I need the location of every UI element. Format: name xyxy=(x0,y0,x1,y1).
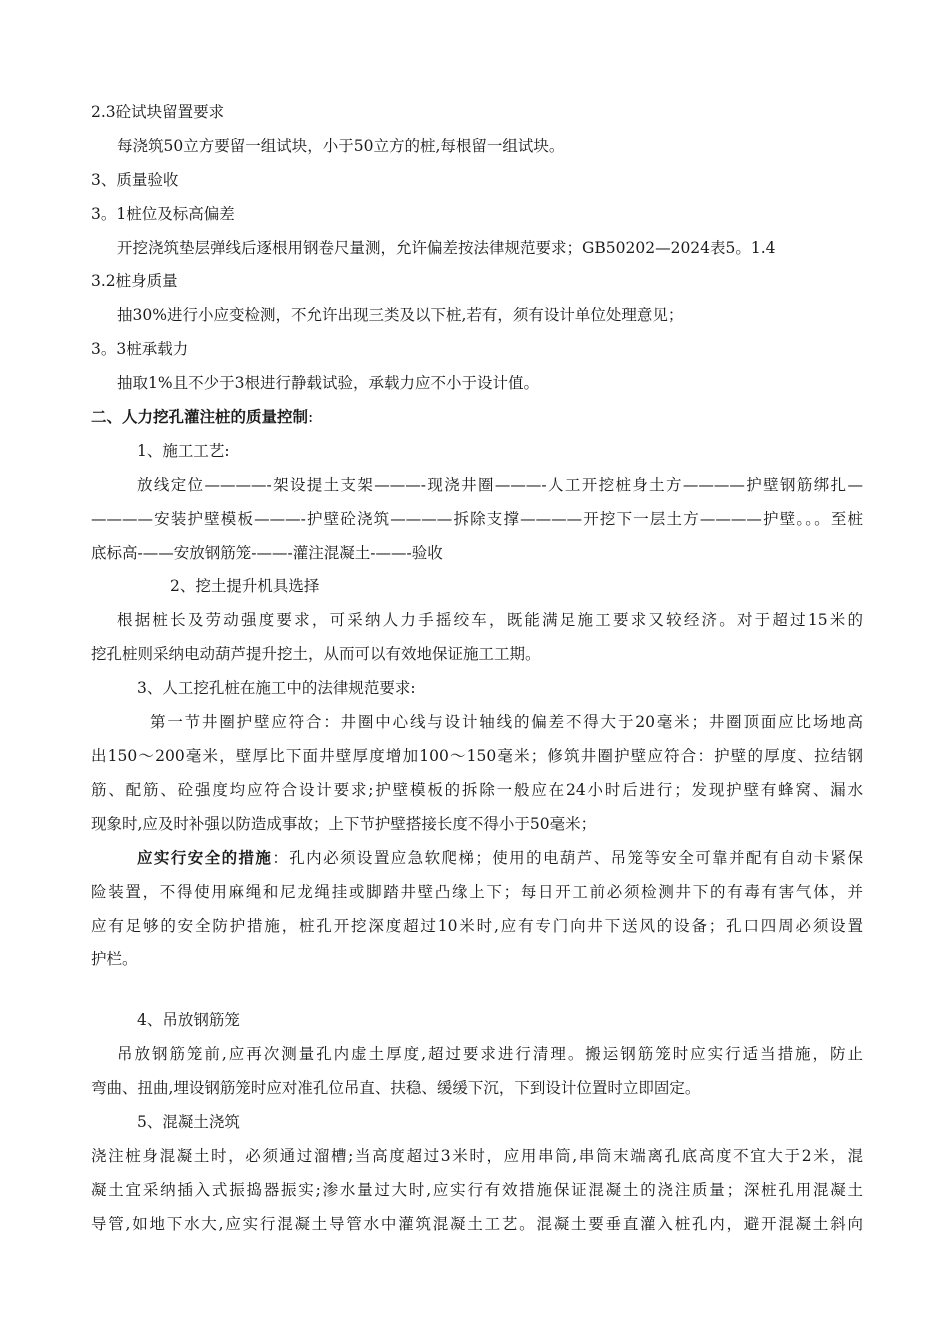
paragraph-line: 险装置，不得使用麻绳和尼龙绳挂或脚踏井壁凸缘上下；每日开工前必须检测井下的有毒有害气体，并 xyxy=(91,883,863,901)
heading-3: 3、质量验收 xyxy=(91,171,179,189)
paragraph-line: 凝土宜采纳插入式振捣器振实;渗水量过大时,应实行有效措施保证混凝土的浇注质量；深桩孔用混凝土 xyxy=(91,1181,863,1199)
paragraph-line: 现象时,应及时补强以防造成事故；上下节护壁搭接长度不得小于50毫米； xyxy=(91,815,597,833)
paragraph-line: 筋、配筋、砼强度均应符合设计要求;护壁模板的拆除一般应在24小时后进行；发现护壁有蜂窝、漏水 xyxy=(91,781,863,799)
process-flow-line: ————安装护壁模板———-护壁砼浇筑————拆除支撑————开挖下一层土方————护壁。。。至桩 xyxy=(91,510,863,528)
paragraph-line: 根据桩长及劳动强度要求，可采纳人力手摇绞车，既能满足施工要求又较经济。对于超过15米的 xyxy=(117,611,863,629)
paragraph-line: 导管,如地下水大,应实行混凝土导管水中灌筑混凝土工艺。混凝土要垂直灌入桩孔内，避开混凝土斜向 xyxy=(91,1215,863,1233)
paragraph-line: 开挖浇筑垫层弹线后逐根用钢卷尺量测，允许偏差按法律规范要求；GB50202—2024表5。1.4 xyxy=(117,239,776,257)
heading-3-3: 3。3桩承载力 xyxy=(91,340,189,358)
section-heading-colon: : xyxy=(308,408,314,426)
safety-measures-label: 应实行安全的措施 xyxy=(137,848,273,867)
subheading-5: 5、混凝土浇筑 xyxy=(137,1113,240,1131)
safety-measures-line xyxy=(137,846,863,870)
section-heading-text: 二、人力挖孔灌注桩的质量控制 xyxy=(91,407,309,426)
process-flow-line: 放线定位————-架设提土支架———-现浇井圈———-人工开挖桩身土方————护壁钢筋绑扎— xyxy=(137,476,863,494)
paragraph-line: 弯曲、扭曲,埋设钢筋笼时应对准孔位吊直、扶稳、缓缓下沉，下到设计位置时立即固定。 xyxy=(91,1079,701,1097)
paragraph-line: 应有足够的安全防护措施，桩孔开挖深度超过10米时,应有专门向井下送风的设备；孔口四周必须设置 xyxy=(91,917,863,935)
subheading-3: 3、人工挖孔桩在施工中的法律规范要求: xyxy=(137,679,416,697)
section-heading-2 xyxy=(91,405,863,429)
paragraph-line: 抽取1%且不少于3根进行静载试验，承载力应不小于设计值。 xyxy=(117,374,539,392)
safety-measures-text: ：孔内必须设置应急软爬梯；使用的电葫芦、吊笼等安全可靠并配有自动卡紧保 xyxy=(272,849,863,867)
paragraph-line: 抽30%进行小应变检测，不允许出现三类及以下桩,若有，须有设计单位处理意见； xyxy=(117,306,684,324)
paragraph-line: 第一节井圈护壁应符合：井圈中心线与设计轴线的偏差不得大于20毫米；井圈顶面应比场地高 xyxy=(150,713,863,731)
subheading-1: 1、施工工艺: xyxy=(137,442,230,460)
paragraph-line: 出150～200毫米，壁厚比下面井壁厚度增加100～150毫米；修筑井圈护壁应符合：护壁的厚度、拉结钢 xyxy=(91,747,863,765)
process-flow-line: 底标高-——安放钢筋笼-——-灌注混凝土-——-验收 xyxy=(91,544,443,562)
paragraph-line: 护栏。 xyxy=(91,950,138,968)
heading-3-1: 3。1桩位及标高偏差 xyxy=(91,205,235,223)
heading-3-2: 3.2桩身质量 xyxy=(91,272,178,290)
paragraph-line: 每浇筑50立方要留一组试块，小于50立方的桩,每根留一组试块。 xyxy=(117,137,565,155)
subheading-2: 2、挖土提升机具选择 xyxy=(170,577,320,595)
paragraph-line: 挖孔桩则采纳电动葫芦提升挖土，从而可以有效地保证施工工期。 xyxy=(91,645,541,663)
subheading-4: 4、吊放钢筋笼 xyxy=(137,1011,240,1029)
heading-2-3: 2.3砼试块留置要求 xyxy=(91,103,225,121)
paragraph-line: 吊放钢筋笼前,应再次测量孔内虚土厚度,超过要求进行清理。搬运钢筋笼时应实行适当措施，防止 xyxy=(117,1045,863,1063)
paragraph-line: 浇注桩身混凝土时，必须通过溜槽;当高度超过3米时，应用串筒,串筒末端离孔底高度不宜大于2米，混 xyxy=(91,1147,863,1165)
